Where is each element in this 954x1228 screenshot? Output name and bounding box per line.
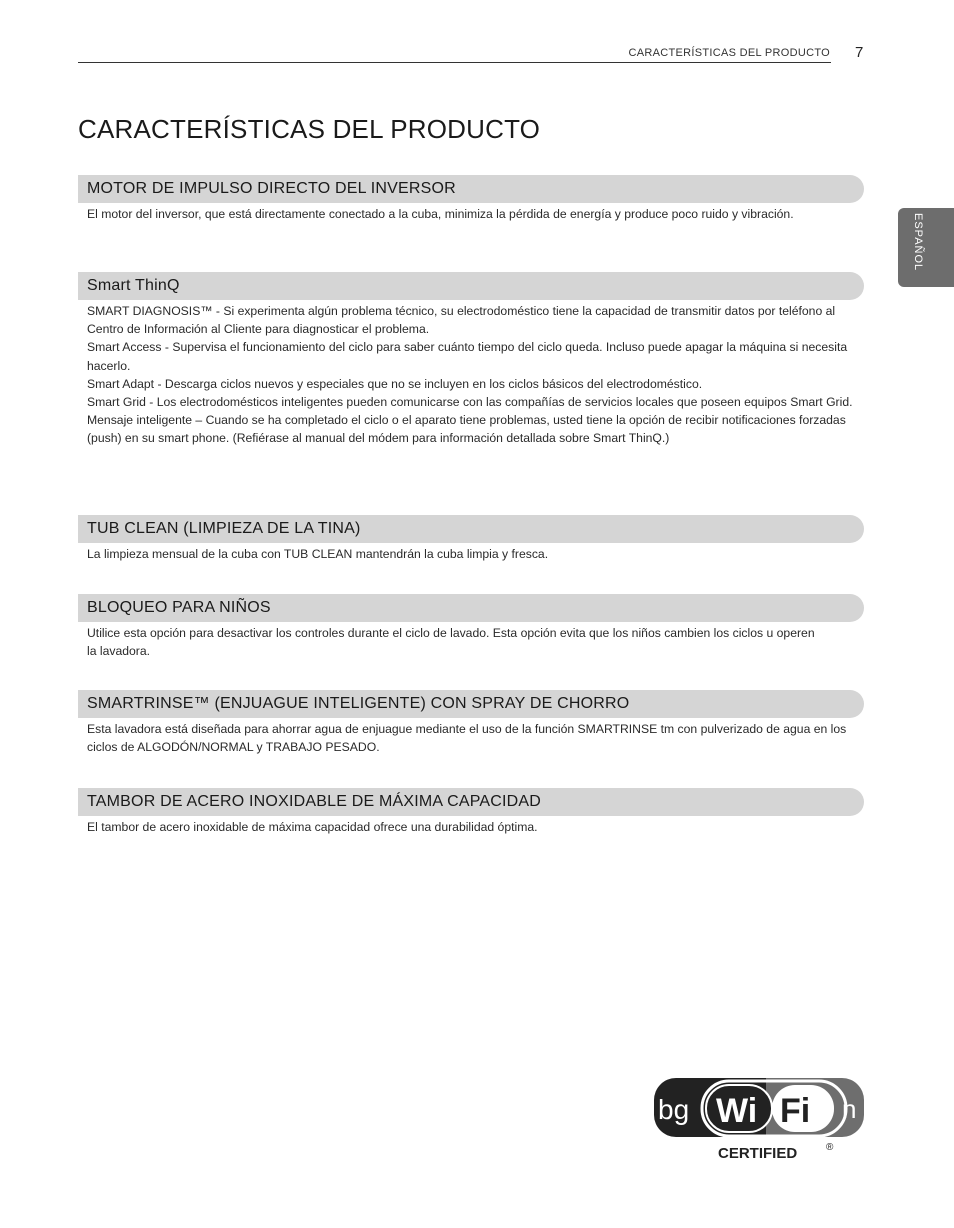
section-body xyxy=(87,302,865,448)
section-heading: SMARTRINSE™ (ENJUAGUE INTELIGENTE) CON SPRAY DE CHORRO xyxy=(78,690,864,718)
section-body xyxy=(87,205,817,223)
section-child-lock xyxy=(78,594,864,660)
wifi-logo-certified: CERTIFIED xyxy=(718,1145,798,1162)
wifi-logo-right-letter: n xyxy=(842,1094,857,1124)
section-smartrinse xyxy=(78,690,864,756)
section-tub-clean xyxy=(78,515,864,563)
section-heading: Smart ThinQ xyxy=(78,272,864,300)
running-header: CARACTERÍSTICAS DEL PRODUCTO xyxy=(628,47,830,59)
section-body xyxy=(87,818,865,836)
wifi-certified-logo xyxy=(654,1078,864,1162)
wifi-logo-left-letters: bg xyxy=(658,1094,690,1125)
section-paragraph: El tambor de acero inoxidable de máxima capacidad ofrece una durabilidad óptima. xyxy=(87,820,538,834)
section-body xyxy=(87,624,817,660)
wifi-logo-registered: ® xyxy=(826,1142,834,1153)
header-divider xyxy=(78,62,831,63)
section-paragraph: Smart Grid - Los electrodomésticos inteligentes pueden comunicarse con las compañías de servicios locales que poseen equipos Smart Grid. xyxy=(87,395,853,410)
wifi-logo-wi: Wi xyxy=(716,1092,758,1130)
section-heading: MOTOR DE IMPULSO DIRECTO DEL INVERSOR xyxy=(78,175,864,203)
section-paragraph: Esta lavadora está diseñada para ahorrar agua de enjuague mediante el uso de la función SMARTRINSE tm con pulverizado de agua en los ciclos de ALGODÓN/NORMAL y TRABAJO PESADO. xyxy=(87,722,847,755)
section-paragraph: El motor del inversor, que está directamente conectado a la cuba, minimiza la pérdida de energía y produce poco ruido y vibración. xyxy=(87,207,794,221)
section-paragraph: SMART DIAGNOSIS™ - Si experimenta algún problema técnico, su electrodoméstico tiene la capacidad de transmitir datos por teléfono al Centro de Información al Cliente para diagnosticar el problema. xyxy=(87,304,836,337)
language-tab-label: ESPAÑOL xyxy=(912,213,924,272)
section-paragraph: Mensaje inteligente – Cuando se ha completado el ciclo o el aparato tiene problemas, usted tiene la opción de recibir notificaciones forzadas (push) en su smart phone. (Refiérase al manual del módem para información detallada sobre Smart ThinQ.) xyxy=(87,413,846,446)
section-heading: TUB CLEAN (LIMPIEZA DE LA TINA) xyxy=(78,515,864,543)
section-paragraph: Smart Adapt - Descarga ciclos nuevos y especiales que no se incluyen en los ciclos básicos del electrodoméstico. xyxy=(87,376,703,391)
section-heading: BLOQUEO PARA NIÑOS xyxy=(78,594,864,622)
wifi-logo-fi: Fi xyxy=(780,1092,811,1130)
section-paragraph: Utilice esta opción para desactivar los controles durante el ciclo de lavado. Esta opción evita que los niños cambien los ciclos u operen la lavadora. xyxy=(87,626,815,659)
section-smart-thinq xyxy=(78,272,864,448)
page-title: CARACTERÍSTICAS DEL PRODUCTO xyxy=(78,114,541,144)
page-number: 7 xyxy=(855,44,864,61)
section-inverter-motor xyxy=(78,175,864,223)
section-body xyxy=(87,720,865,756)
section-paragraph: Smart Access - Supervisa el funcionamiento del ciclo para saber cuánto tiempo del ciclo queda. Incluso puede apagar la máquina si necesita hacerlo. xyxy=(87,340,848,373)
section-heading: TAMBOR DE ACERO INOXIDABLE DE MÁXIMA CAPACIDAD xyxy=(78,788,864,816)
language-tab xyxy=(898,208,954,287)
section-paragraph: La limpieza mensual de la cuba con TUB CLEAN mantendrán la cuba limpia y fresca. xyxy=(87,547,549,561)
section-body xyxy=(87,545,865,563)
section-stainless-drum xyxy=(78,788,864,836)
